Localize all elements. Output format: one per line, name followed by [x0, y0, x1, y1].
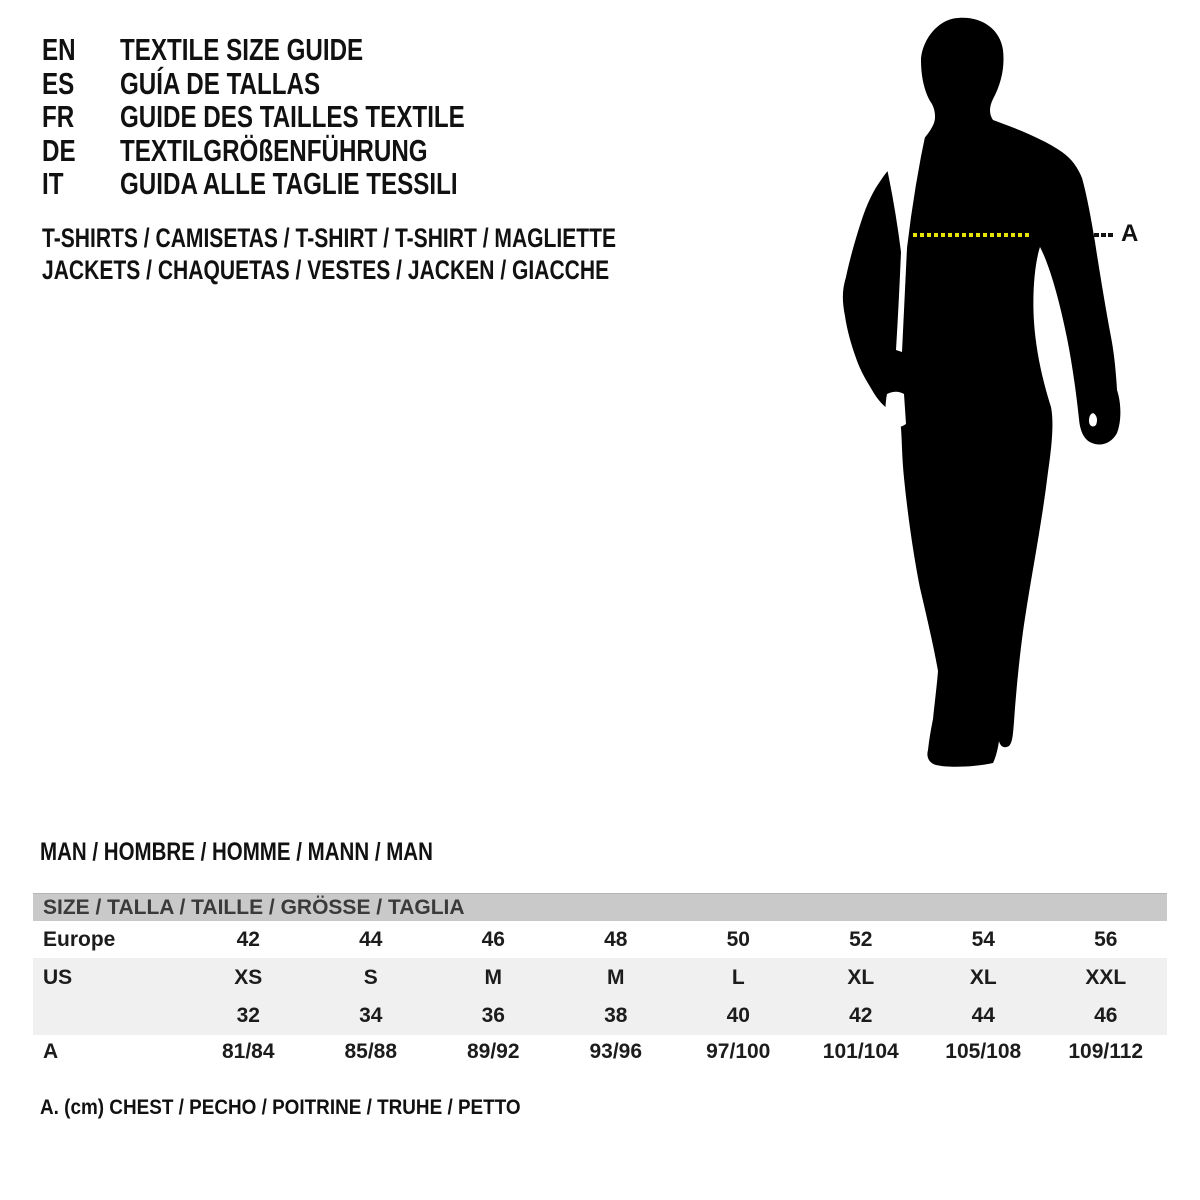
size-value: 56	[1094, 927, 1118, 951]
language-guide-title: GUIDA ALLE TAGLIE TESSILI	[120, 166, 458, 201]
size-value: 46	[1094, 1004, 1118, 1027]
measure-label-a: A	[1121, 220, 1139, 247]
table-row	[33, 997, 1167, 1035]
size-value: 54	[971, 927, 995, 951]
table-row	[33, 1035, 1167, 1068]
table-row	[33, 921, 1167, 958]
size-value: M	[607, 965, 625, 989]
size-value: 48	[604, 927, 628, 951]
size-value: XXL	[1085, 965, 1127, 989]
language-guide-title: GUIDE DES TAILLES TEXTILE	[120, 99, 465, 134]
size-value: 44	[359, 927, 383, 951]
size-value: 32	[236, 1004, 260, 1027]
language-code: ES	[42, 65, 75, 101]
size-value: 36	[481, 1004, 505, 1027]
size-value: XL	[969, 965, 997, 989]
size-value: XS	[234, 965, 263, 989]
language-code: EN	[42, 32, 76, 67]
row-label: US	[43, 965, 73, 989]
size-table	[33, 893, 1167, 1068]
size-value: 50	[726, 927, 750, 951]
table-header: SIZE / TALLA / TAILLE / GRÖSSE / TAGLIA	[33, 893, 1167, 921]
language-guide-title: GUÍA DE TALLAS	[120, 65, 321, 101]
table-rows	[33, 921, 1167, 1068]
left-hand-gap	[886, 392, 907, 428]
size-value: 105/108	[945, 1039, 1022, 1063]
size-value: 40	[726, 1004, 750, 1027]
size-value: 93/96	[589, 1039, 643, 1063]
category-line: JACKETS / CHAQUETAS / VESTES / JACKEN / GIACCHE	[42, 255, 610, 285]
language-code: IT	[42, 166, 64, 201]
size-value: M	[484, 965, 502, 989]
man-silhouette-body	[843, 18, 1121, 767]
category-line: T-SHIRTS / CAMISETAS / T-SHIRT / T-SHIRT / MAGLIETTE	[42, 223, 617, 253]
size-value: 81/84	[221, 1039, 275, 1063]
measure-leader-dashes	[1094, 233, 1115, 237]
row-label: A	[43, 1039, 59, 1063]
size-value: L	[731, 965, 745, 989]
section-title: MAN / HOMBRE / HOMME / MANN / MAN	[40, 838, 433, 866]
size-value: 85/88	[344, 1039, 398, 1063]
measurement-footnote: A. (cm) CHEST / PECHO / POITRINE / TRUHE / PETTO	[40, 1096, 521, 1119]
size-value: 89/92	[466, 1039, 520, 1063]
size-value: XL	[847, 965, 875, 989]
language-code: DE	[42, 132, 76, 168]
language-guide-title: TEXTILE SIZE GUIDE	[120, 32, 364, 67]
size-value: 101/104	[822, 1039, 899, 1063]
size-value: 42	[236, 927, 260, 951]
size-value: 34	[359, 1004, 383, 1027]
size-value: 44	[971, 1004, 995, 1027]
size-value: S	[363, 965, 378, 989]
chest-measure-dotted-line	[913, 233, 1031, 237]
row-label: Europe	[43, 927, 116, 951]
table-row	[33, 958, 1167, 997]
language-guide-title: TEXTILGRÖßENFÜHRUNG	[120, 132, 428, 168]
size-value: 52	[849, 927, 873, 951]
size-value: 38	[604, 1004, 628, 1027]
size-value: 97/100	[706, 1039, 771, 1063]
size-value: 109/112	[1068, 1039, 1144, 1063]
size-value: 42	[849, 1004, 873, 1027]
language-code: FR	[42, 99, 75, 134]
size-value: 46	[481, 927, 505, 951]
